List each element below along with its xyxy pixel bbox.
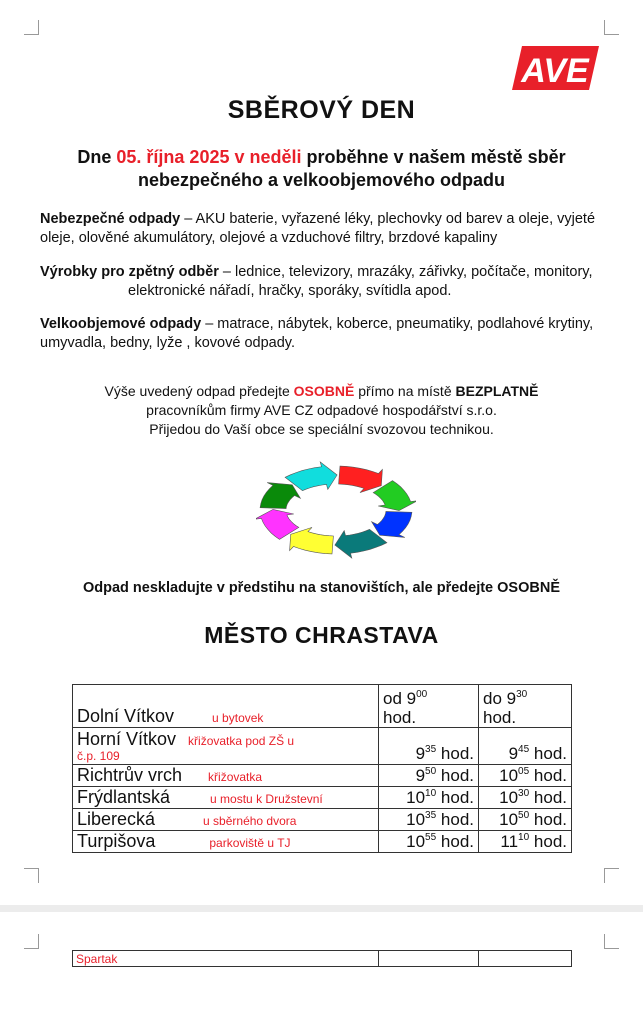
table-row: Horní Vítkov křižovatka pod ZŠ u č.p. 109 $9^{35}$ hod. $9^{45}$ hod. xyxy=(73,728,572,765)
ave-logo xyxy=(512,44,599,92)
crop-mark xyxy=(604,934,619,949)
time-header-from: od $9^{00}$ hod. xyxy=(379,685,479,728)
cycle-arrow-segment xyxy=(260,483,300,509)
collection-day: v neděli xyxy=(229,147,302,167)
table-row: Frýdlantská u mostu k Družstevní $10^{10}$ hod. $10^{30}$ hod. xyxy=(73,787,572,809)
table-row: Turpišova parkoviště u TJ $10^{55}$ hod. $11^{10}$ hod. xyxy=(73,831,572,853)
schedule-table-continued xyxy=(72,950,572,967)
crop-mark xyxy=(24,934,39,949)
table-row: Richtrův vrch křižovatka $9^{50}$ hod. $10^{05}$ hod. xyxy=(73,765,572,787)
crop-mark xyxy=(24,20,39,35)
time-header-to: do $9^{30}$ hod. xyxy=(479,685,572,728)
page-separator xyxy=(0,905,643,912)
crop-mark xyxy=(24,868,39,883)
page-title: SBĚROVÝ DEN xyxy=(227,96,416,124)
cycle-arrow-segment xyxy=(339,466,383,493)
town-title: MĚSTO CHRASTAVA xyxy=(204,622,439,648)
cycle-arrow-segment xyxy=(372,511,412,537)
hazardous-waste-paragraph: Nebezpečné odpady – AKU baterie, vyřazené léky, plechovky od barev a oleje, vyjeté oleje, olověné akumulátory, olejové a vzduchové filtry, brzdové kapaliny xyxy=(40,211,596,246)
table-row: Liberecká u sběrného dvora $10^{35}$ hod. $10^{50}$ hod. xyxy=(73,809,572,831)
take-back-paragraph: Výrobky pro zpětný odběr – lednice, televizory, mrazáky, zářivky, počítače, monitory,elektronické nářadí, hračky, sporáky, svítidla apod. xyxy=(40,264,593,299)
storage-warning: Odpad neskladujte v předstihu na stanovištích, ale předejte OSOBNĚ xyxy=(82,580,560,596)
collection-headline: Dne 05. října 2025 v neděli proběhne v našem městě sběr nebezpečného a velkoobjemového odpadu xyxy=(77,147,566,190)
table-row: Dolní Vítkov u bytovek od $9^{00}$ hod. do $9^{30}$ hod. xyxy=(73,685,572,728)
cycle-arrow-segment xyxy=(290,527,334,554)
svg-text:AVE: AVE xyxy=(521,52,589,90)
collection-date: 05. října 2025 xyxy=(116,147,230,167)
crop-mark xyxy=(604,868,619,883)
schedule-table xyxy=(72,684,572,853)
bulky-waste-paragraph: Velkoobjemové odpady – matrace, nábytek, koberce, pneumatiky, podlahové krytiny, umyvadla, bedny, lyže , kovové odpady. xyxy=(40,316,594,351)
recycle-cycle-arrows-icon xyxy=(256,460,416,560)
table-row: Spartak xyxy=(73,951,572,967)
handover-notice: Výše uvedený odpad předejte OSOBNĚ přímo na místě BEZPLATNĚ pracovníkům firmy AVE CZ odpadové hospodářství s.r.o. Přijedou do Vaší obce se speciální svozovou technikou. xyxy=(104,383,539,437)
crop-mark xyxy=(604,20,619,35)
document-page-2 xyxy=(0,912,643,1024)
